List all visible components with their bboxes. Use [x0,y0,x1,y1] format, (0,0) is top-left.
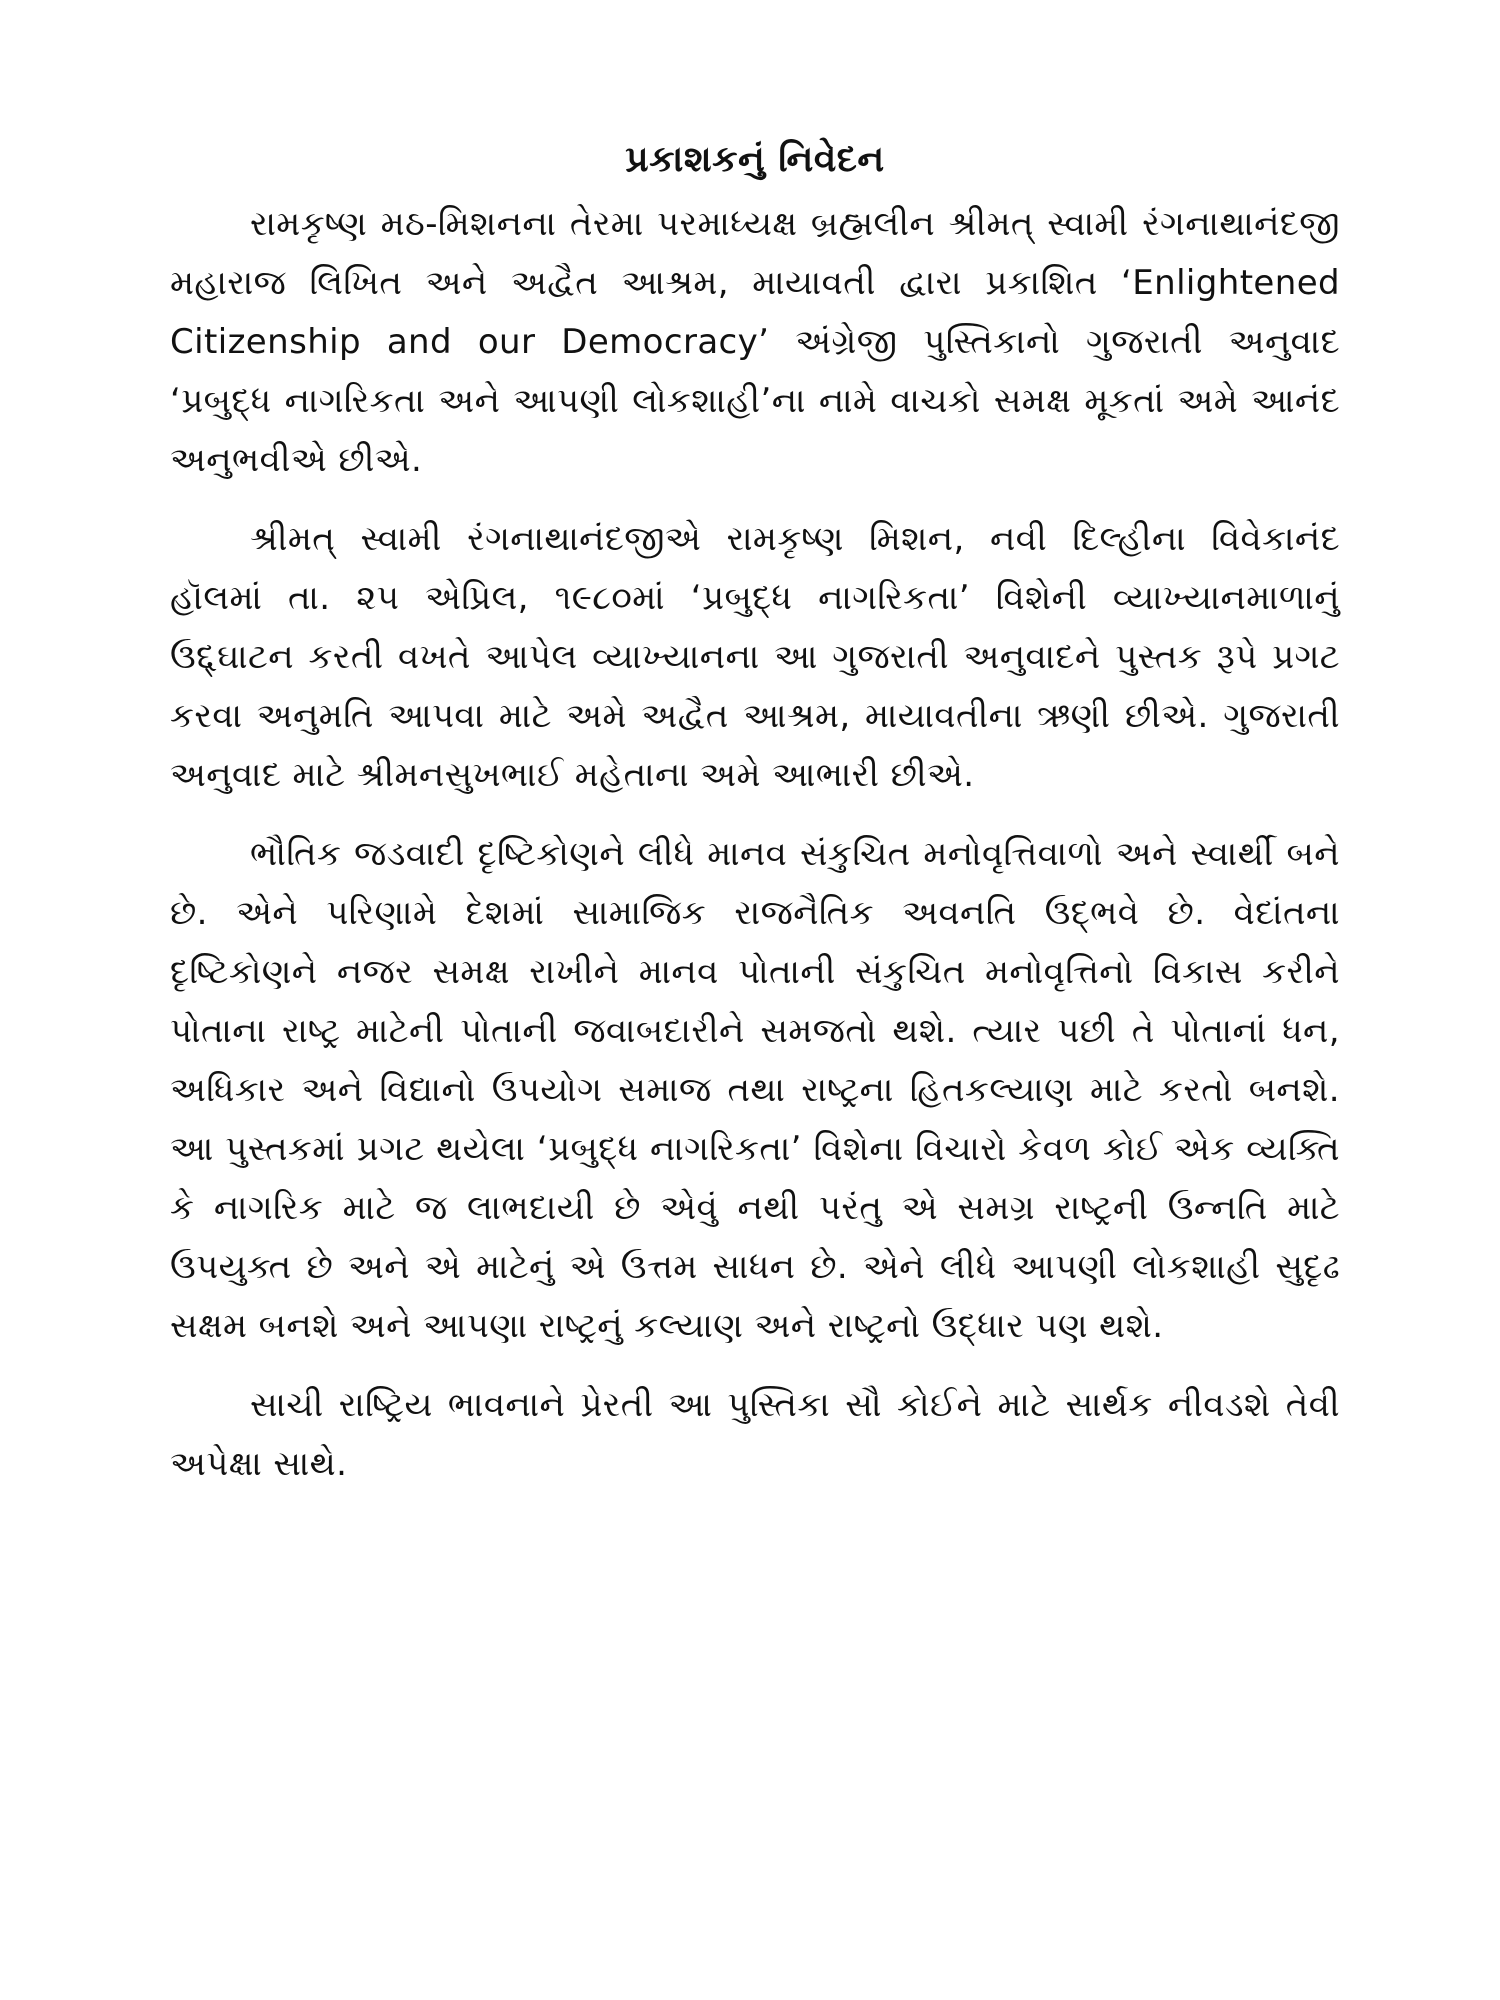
paragraph-acknowledgement: શ્રીમત્ સ્વામી રંગનાથાનંદજીએ રામકૃષ્ણ મિશન, નવી દિલ્હીના વિવેકાનંદ હૉલમાં તા. ૨૫ એપ્રિલ, ૧૯૮૦માં ‘પ્રબુદ્ધ નાગરિકતા’ વિશેની વ્યાખ્યાનમાળાનું ઉદ્દ્ઘાટન કરતી વખતે આપેલ વ્યાખ્યાનના આ ગુજરાતી અનુવાદને પુસ્તક રૂપે પ્રગટ કરવા અનુમતિ આપવા માટે અમે અદ્વૈત આશ્રમ, માયાવતીના ઋણી છીએ. ગુજરાતી અનુવાદ માટે શ્રીમનસુખભાઈ મહેતાના અમે આભારી છીએ. [170,519,1340,795]
paragraph-introduction: રામકૃષ્ણ મઠ-મિશનના તેરમા પરમાધ્યક્ષ બ્રહ્મલીન શ્રીમત્ સ્વામી રંગનાથાનંદજી મહારાજ લિખિત અને અદ્વૈત આશ્રમ, માયાવતી દ્વારા પ્રકાશિત ‘Enlightened Citizenship and our Democracy’ અંગ્રેજી પુસ્તિકાનો ગુજરાતી અનુવાદ ‘પ્રબુદ્ધ નાગરિકતા અને આપણી લોકશાહી’ના નામે વાચકો સમક્ષ મૂકતાં અમે આનંદ અનુભવીએ છીએ. [170,204,1340,480]
page-title: પ્રકાશકનું નિવેદન [625,139,885,180]
paragraph-closing: સાચી રાષ્ટ્રિય ભાવનાને પ્રેરતી આ પુસ્તિકા સૌ કોઈને માટે સાર્થક નીવડશે તેવી અપેક્ષા સાથે. [170,1385,1340,1484]
paragraph-message: ભૌતિક જડવાદી દૃષ્ટિકોણને લીધે માનવ સંકુચિત મનોવૃત્તિવાળો અને સ્વાર્થી બને છે. એને પરિણામે દેશમાં સામાજિક રાજનૈતિક અવનતિ ઉદ્ભવે છે. વેદાંતના દૃષ્ટિકોણને નજર સમક્ષ રાખીને માનવ પોતાની સંકુચિત મનોવૃત્તિનો વિકાસ કરીને પોતાના રાષ્ટ્ર માટેની પોતાની જવાબદારીને સમજતો થશે. ત્યાર પછી તે પોતાનાં ધન, અધિકાર અને વિદ્યાનો ઉપયોગ સમાજ તથા રાષ્ટ્રના હિતકલ્યાણ માટે કરતો બનશે. આ પુસ્તકમાં પ્રગટ થયેલા ‘પ્રબુદ્ધ નાગરિકતા’ વિશેના વિચારો કેવળ કોઈ એક વ્યક્તિ કે નાગરિક માટે જ લાભદાયી છે એવું નથી પરંતુ એ સમગ્ર રાષ્ટ્રની ઉન્નતિ માટે ઉપયુક્ત છે અને એ માટેનું એ ઉત્તમ સાધન છે. એને લીધે આપણી લોકશાહી સુદૃઢ સક્ષમ બનશે અને આપણા રાષ્ટ્રનું કલ્યાણ અને રાષ્ટ્રનો ઉદ્ધાર પણ થશે. [170,834,1340,1346]
